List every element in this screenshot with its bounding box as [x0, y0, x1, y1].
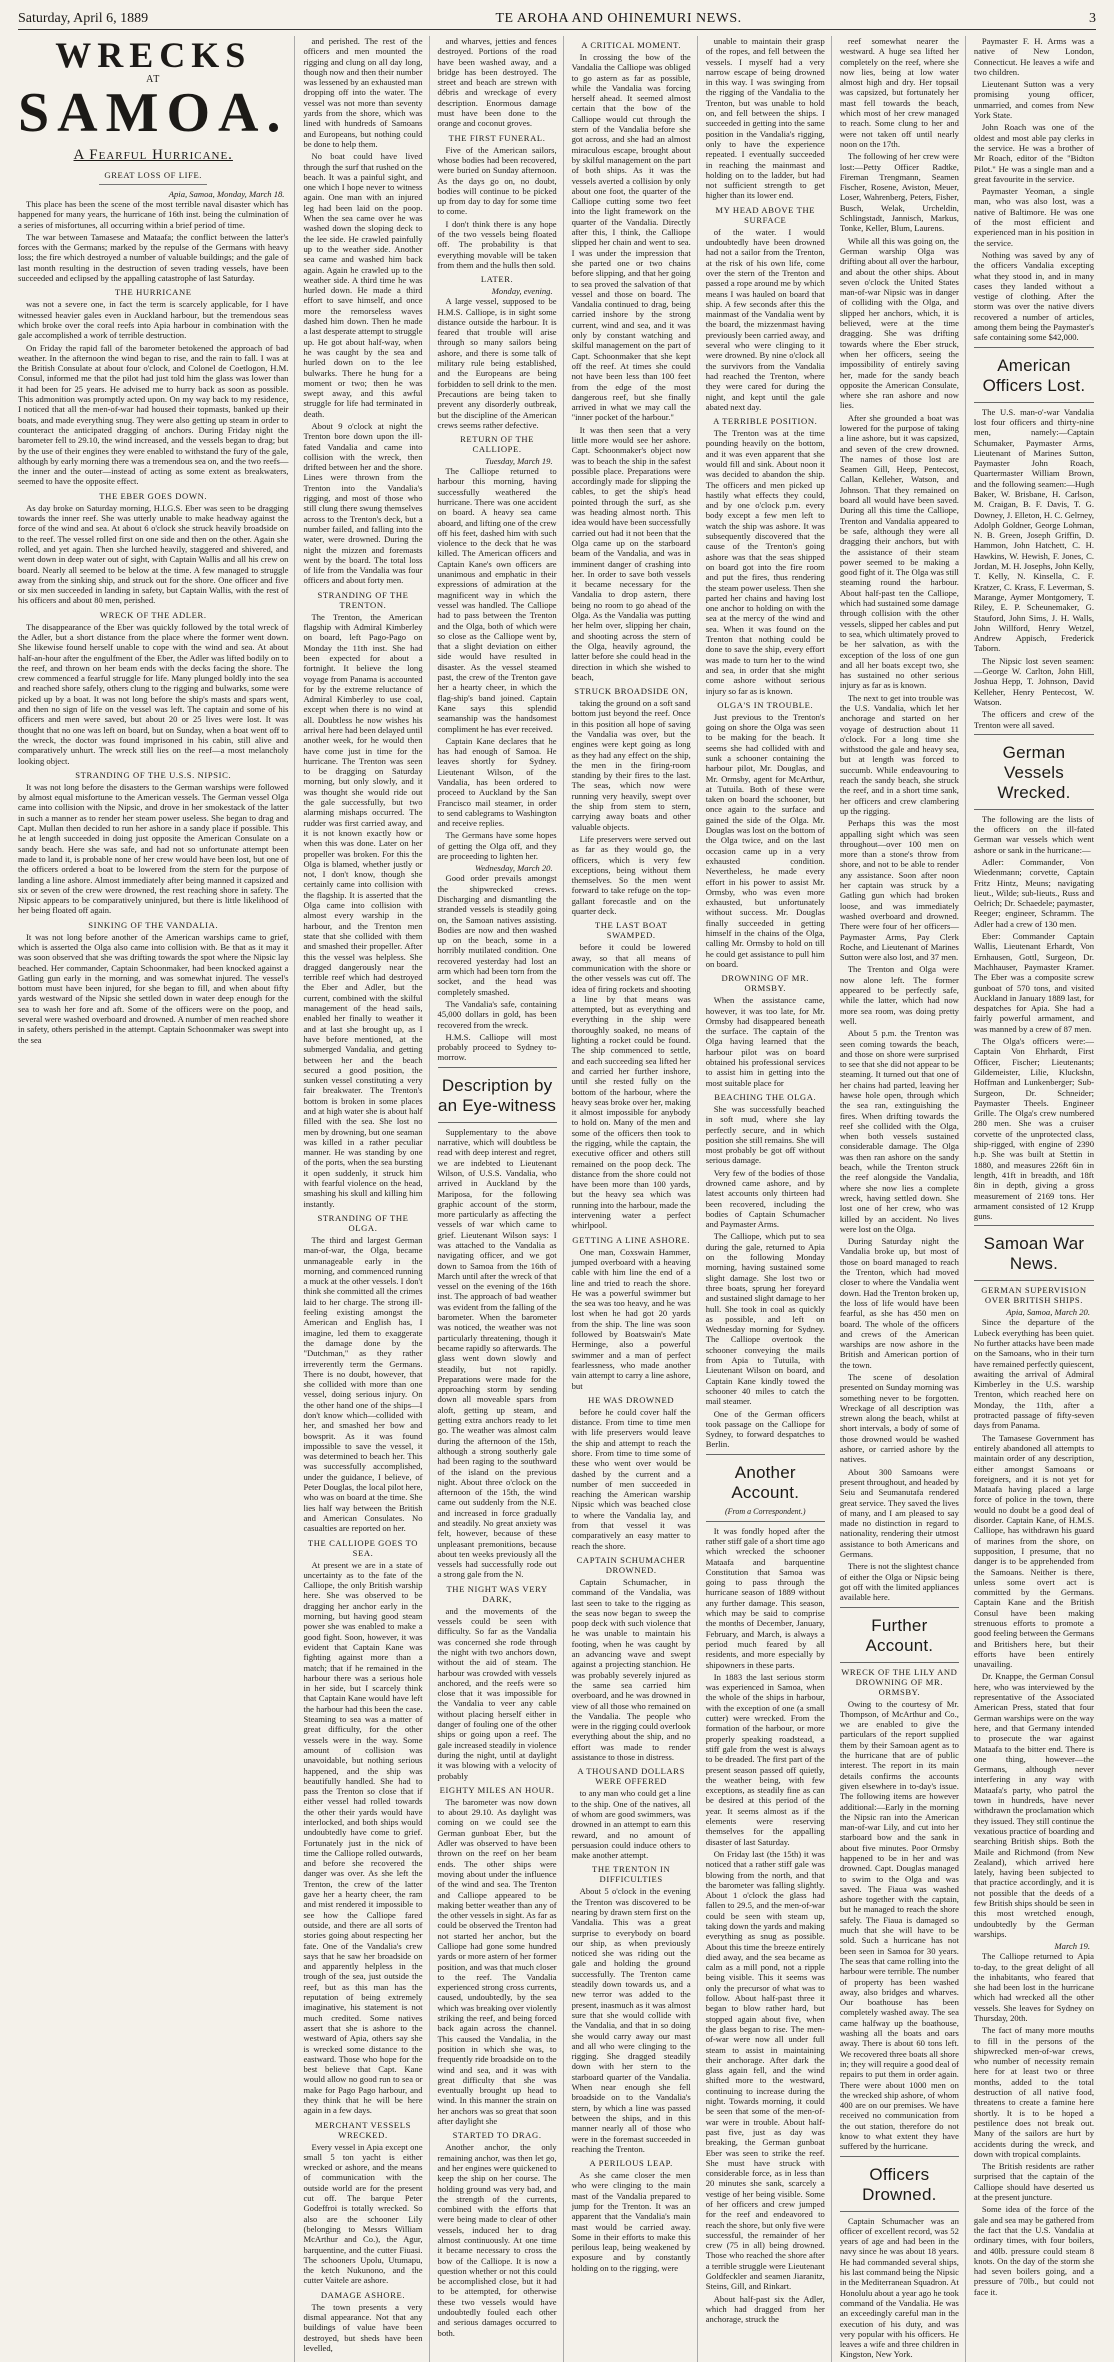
- paragraph: It was fondly hoped after the rather stiff gale of a short time ago which wrecked the schooner Mataafa and barquentine Constitution that Samoa was going to pass through the hurricane season of 1889 without any further damage. This season, which may be said to comprise the months of December, January, February, and March, is always a period much feared by all residents, and more especially by shipowners in these parts.: [705, 1525, 825, 1670]
- paragraph: Paymaster F. H. Arms was a native of New London, Connecticut. He leaves a wife and two children.: [973, 36, 1094, 77]
- paragraph: The Germans have some hopes of getting the Olga off, and they are proceeding to lighten her.: [437, 830, 557, 862]
- paragraph: On Friday the rapid fall of the barometer betokened the approach of bad weather. In the afternoon the wind began to rise, and the rain to fall. I was at the British Consulate at about four o'clock, and Colonel de Coetlogon, H.M. Consul, informed me that the pilot had just told him the glass was lower than it had been for 25 years. He advised me to hurry back as soon as possible. This admonition was promptly acted upon. On my way back to my residence, I noticed that all the men-of-war had housed their topmasts, banked up their boats, and made everything snug. They were also getting up steam in order to counteract the anticipated dragging of anchors. During Friday night the barometer fell to 29.10, the wind increased, and the vessels began to drag; but by the use of their engines they were enabled to withstand the fury of the gale, although by early morning there was a tremendous sea on, and the two reefs—the inner and the outer—instead of acting as some extent as breakwaters, seemed to have the opposite effect.: [18, 342, 289, 487]
- paragraph: About 300 Samoans were present throughout, and headed by Seiu and Seumanutafa rendered great service. They saved the lives of many, and I am pleased to say made no distinction in regard to nationality, rendering their utmost assistance to both Americans and Germans.: [839, 1466, 959, 1560]
- section-heading: DAMAGE ASHORE.: [320, 2289, 406, 2300]
- headline-subtitle: A Fearful Hurricane.: [73, 147, 233, 163]
- column-6: [840, 36, 966, 2362]
- paragraph: The Trenton and Olga were now alone left. The former appeared to be perfectly safe, while the latter, which had now more sea room, was doing pretty well.: [839, 964, 959, 1026]
- paragraph: Paymaster Yeoman, a single man, who was also lost, was a native of Baltimore. He was one of the most efficient and experienced man in his position in the service.: [973, 186, 1094, 248]
- paragraph: It was not long before another of the American warships came to grief, which is asserted the Olga also came into collision with. Be that as it may it was soon observed that she was drifting towards the spot where the Nipsic lay beached. Her commander, Captain Schoonmaker, had been knocked against a Gatling gun early in the morning, and was somewhat injured. The vessel's bottom must have been injured, for she began to fill, and when about fifty yards westward of the Nipsic she settled down in water deep enough for the sea to wash her fore and aft. Some of the officers were on the poop, and several were washed overboard and drowned. A number of men reached shore in safety, others perished in the attempt. Captain Schoonmaker was swept into the sea: [18, 931, 289, 1045]
- headline-wrecks: WRECKS: [55, 35, 252, 75]
- paragraph: John Roach was one of the oldest and most able pay clerks in the service. He was a brother of Mr Roach, editor of the "Bidton Pilot." He was a single man and a great favourite in the service.: [973, 122, 1094, 184]
- dateline: Apia, Samoa, March 20.: [1006, 1307, 1090, 1318]
- paragraph: Captain Schumacher, in command of the Vandalia, was last seen to take to the rigging as the seas now began to sweep the poop deck with such violence that he was unable to maintain his footing, when he was caught by an advancing wave and swept against a projecting stanchion. He was probably severely injured as the same sea carried him overboard, and he was drowned in view of all those who remained on the Vandalia. The people who were in the rigging could overlook everything about the ship, and no effort was made to render assistance to those in distress.: [571, 1576, 691, 1763]
- paragraph: Just previous to the Trenton's going on shore the Olga was seen to be making for the beach. It seems she had collided with and sunk a schooner containing the harbour pilot, Mr. Douglas, and Mr. Ormsby, agent for McArthur, at Tutuila. Both of these were taken on board the schooner, but once again to the surface and gained the side of the Olga. Mr. Douglas was lost on the bottom of the Olga twice, and on the last occasion came up in a very exhausted condition. Nevertheless, he made every effort in his power to assist Mr. Ormsby, who was even more exhausted, but unfortunately without success. Mr. Douglas finally succeeded in getting himself in the chains of the Olga, calling Mr. Ormsby to hold on till he could get assistance to pull him on board.: [705, 711, 825, 969]
- paragraph: She was successfully beached in soft mud, where she lay perfectly secure, and in which position she still remains. She will most probably be got off without serious damage.: [705, 1103, 825, 1166]
- headline-at: AT: [146, 74, 161, 85]
- paragraph: before it could be lowered away, so that all means of communication with the shore or the other vessels was cut off. The idea of firing rockets and shooting a line by that means was attempted, but as everything and everything in the ship were thoroughly soaked, no means of lighting a rocket could be found. The ship commenced to settle, and each succeeding sea lifted her and carried her further inshore, until she rested fully on the bottom of the harbour, where the heavy seas broke over her, making it almost impossible for anybody to hold on. Many of the men and some of the officers then took to the rigging, while the captain, the executive officer and others still remained on the poop deck. The distance from the shore could not have been more than 100 yards, but the heavy sea which was running into the harbour, made the intervening water a perfect whirlpool.: [571, 942, 691, 1231]
- paragraph: About 5 o'clock in the evening the Trenton was discovered to be nearing by drawn stern first on the Vandalia. This was a great surprise to everybody on board our ship, as when previously noticed she was riding out the gale and holding the ground successfully. The Trenton came steadily down towards us, and a new terror was added to the present, inasmuch as it was almost sure that she would collide with the Vandalia, and that in so doing she would carry away our mast and all who were clinging to the rigging. She dragged steadily down with her stern to the starboard quarter of the Vandalia. When near enough she fell broadside on to the Vandalia's stern, by which a line was passed between the ships, and in this manner nearly all of those who were in the foremast succeeded in reaching the Trenton.: [571, 1886, 691, 2154]
- paragraph: Perhaps this was the most appalling sight which was seen throughout—over 100 men on more than a stone's throw from shore, and not to be able to render any assistance. Soon after noon her captain was struck by a Gatling gun which had broken loose, and was immediately washed overboard and drowned. There were four of her officers—Paymaster Arms, Pay Clerk Roche, and Lieutenant of Marines Sutton were also lost, and 37 men.: [839, 818, 959, 963]
- paragraph: About 9 o'clock at night the Trenton bore down upon the ill-fated Vandalia and came into collision with the wreck, then drifted between her and the shore. Lines were thrown from the Trenton into the Vandalia's rigging, and most of those who still clung there swung themselves across to the Trenton's deck, but a number failed, and falling into the water, were drowned. During the night the mizzen and foremasts went by the board. The total loss of life from the Vandalia was four officers and about forty men.: [303, 420, 423, 586]
- paragraph: Captain Schumacher was an officer of excellent record, was 52 years of age and had been in the navy since he was about 18 years. He had commanded several ships, his last command being the Nipsic in the Mediterranean Squadron. At Honolulu about a year ago he took command of the Vandalia. He was an exceedingly careful man in the execution of his duty, and was very popular with his officers. He leaves a wife and three children in Kingston, New York.: [839, 2215, 959, 2360]
- paragraph: of the water. I would undoubtedly have been drowned had not a sailor from the Trenton, at the risk of his own life, come over the stern of the Trenton and passed a rope around me by which means I was hauled on board that ship. A few seconds after this the mainmast of the Vandalia went by the board, the mizzenmast having previously been carried away, and several who were clinging to it were drowned. By nine o'clock all the survivors from the Vandalia had reached the Trenton, where they were cared for during the night, and kept until the gale abated next day.: [705, 226, 825, 412]
- section-heading: THE LAST BOAT SWAMPED.: [594, 920, 668, 941]
- paragraph: About half-past six the Adler, which had dragged from her anchorage, struck the: [705, 2293, 825, 2325]
- section-heading: SINKING OF THE VANDALIA.: [88, 919, 219, 930]
- paragraph: One of the German officers took passage on the Calliope for Sydney, to forward despatches to Berlin.: [705, 1408, 825, 1450]
- section-heading-large: Further Account.: [865, 1615, 934, 1655]
- paragraph: The Trenton, the American flagship with Admiral Kimberley on board, left Pago-Pago on Monday the 11th inst. She had been expected for about a fortnight. It believe the long voyage from Panama is accounted for by the extreme reluctance of Admiral Kimberley to use coal, except when there is no wind at all. Doubtless he now wishes his arrival here had been delayed until another week, for he would then have come just in time for the hurricane. The Trenton was seen to be dragging on Saturday morning, but only slowly, and it was thought she would ride out the gale successfully, but two alarming mishaps occurred. The rudder was first carried away, and it is not known exactly how or when this was done. Later on her propeller was broken. For this the Olga is blamed, whether justly or not, I don't know, though she certainly came into collision with the flagship. It is asserted that the Olga came into collision with almost every warship in the harbour, and the Trenton men state that she collided with them and smashed their propeller. After this the vessel was helpless. She dragged dangerously near the terrible reef which had destroyed the Eber and Adler, but the current, combined with the skilful management of the head sails, enabled her finally to weather it and at last she brought up, as I have before mentioned, at the submerged Vandalia, and getting between her and the beach secured a good position, the sunken vessel constituting a very fair breakwater. The Trenton's bottom is broken in some places and at high water she is about half filled with the sea. She lost no men by drowning, but one seaman was killed in a rather peculiar manner. He was standing by one of the ports, when the sea bursting it open suddenly, it struck him with fearful violence on the head, smashing his skull and killing him instantly.: [303, 611, 423, 1209]
- paragraph: The next to get into trouble was the U.S. Vandalia, which let her anchorage and started on her voyage of destruction about 11 o'clock. For a long time she withstood the gale and heavy sea, but at length was forced to succumb. While endeavouring to reach the sandy beach, she struck the reef, and in a short time sank, her officers and crew clambering up the rigging.: [839, 692, 959, 816]
- paragraph: and the movements of the vessels could be seen with difficulty. So far as the Vandalia was concerned she rode through the night with two anchors down, without the aid of steam. The harbour was crowded with vessels anchored, and the reefs were so close that it was impossible for the Vandalia to veer any cable without placing herself either in danger of fouling one of the other ships or going upon a reef. The gale increased steadily in violence during the night, until at daylight it was blowing with a velocity of probably: [437, 1605, 557, 1781]
- paragraph: The Calliope, which put to sea during the gale, returned to Apia on the following Monday morning, having sustained some slight damage. She lost two or three boats, sprung her foreyard and sustained slight damage to her hull. She took in coal as quickly as possible, and left on Wednesday morning for Sydney. The Calliope overtook the schooner conveying the mails from Apia to Tutuila, with Lieutenant Wilson on board, and Captain Kane kindly towed the schooner 40 miles to catch the mail steamer.: [705, 1231, 825, 1407]
- section-heading: WRECK OF THE LILY AND DROWNING OF MR. ORMSBY.: [841, 1666, 958, 1697]
- paragraph: Captain Kane declares that he has had enough of Samoa. He leaves shortly for Sydney. Lieutenant Wilson, of the Vandalia, has been ordered to proceed to Auckland by the San Francisco mail steamer, in order to send cablegrams to Washington and receive replies.: [437, 735, 557, 829]
- section-heading: THE HURRICANE: [114, 287, 192, 298]
- newspaper-columns: [18, 35, 1100, 2360]
- paragraph: Owing to the courtesy of Mr. Thompson, of McArthur and Co., we are enabled to give the particulars of the report supplied them by their Samoan agent as to the hurricane that are of public interest. The report in its main details confirms the accounts given elsewhere in to-day's issue. The following items are however additional:—Early in the morning the Nipsic ran into the American man-of-war Lily, and cut into her starboard bow and the sank in about five minutes. Poor Ormsby happened to be in her and was drowned. Capt. Douglas managed to swim to the Olga and was saved. The Fiaua was washed ashore together with the captain, but he managed to reach the shore safely. The Fiaua is damaged so much that she will have to be sold. Such a hurricane has not been seen in Samoa for 30 years. The seas that came rolling into the harbour were terrible. The number of property has been washed away, also bridges and wharves. Our boathouse has been completely washed away. The sea came halfway up the boathouse, washing all the boats and oars away. There is about 60 tons left. We recovered three boats all shore in; they will require a good deal of repairs to put them in order again. There were about 1000 men on the wrecked ship ashore, of whom 400 are on our premises. We have received no communication from the out station, therefore do not know to what extent they have suffered by the hurricane.: [839, 1698, 959, 2152]
- section-heading: MERCHANT VESSELS WRECKED.: [315, 2119, 411, 2140]
- section-heading: THE CALLIOPE GOES TO SEA.: [307, 1537, 419, 1558]
- paragraph: was not a severe one, in fact the term is scarcely applicable, for I have witnessed heavier gales even in Auckland harbour, but the tremendous seas which broke over the coral reefs into Apia harbour in combination with the gale accomplished a work of terrible destruction.: [18, 299, 289, 341]
- section-heading: STRANDING OF THE OLGA.: [317, 1212, 409, 1233]
- heading-banner: [974, 734, 1094, 810]
- section-heading: HE WAS DROWNED: [588, 1394, 675, 1405]
- headline-loss: GREAT LOSS OF LIFE.: [104, 170, 203, 180]
- paragraph: The third and largest German man-of-war, the Olga, became unmanageable early in the morning, and commenced running a muck at the other vessels. I don't think she committed all the crimes laid to her charge. The strong ill-feeling existing amongst the American and English has, I imagine, led them to exaggerate the damage done by the "Dutchman," as they rather irreverently term the Germans. There is no doubt, however, that she collided with more than one vessel, doing serious injury. On the other hand one of the ships—I don't know which—collided with her, and smashed her bow and bowsprit. As it was found impossible to save the vessel, it was determined to beach her. This was successfully accomplished, under the guidance, I believe, of Peter Douglas, the local pilot here, who was on board at the time. She lies half way between the British and American Consulates. No casualties are reported on her.: [303, 1234, 423, 1534]
- section-heading-large: German Vessels Wrecked.: [997, 742, 1071, 802]
- section-heading: CAPTAIN SCHUMACHER DROWNED.: [576, 1554, 686, 1575]
- section-heading: STRUCK BROADSIDE ON,: [574, 686, 689, 697]
- paragraph: Very few of the bodies of those drowned came ashore, and by latest accounts only thirteen had been recovered, including the bodies of Captain Schumacher and Paymaster Arms.: [705, 1167, 825, 1230]
- paragraph: The following are the lists of the officers on the ill-fated German war vessels which went ashore or sank in the hurricane:—: [973, 813, 1094, 855]
- paragraph: The town presents a very dismal appearance. Not that any buildings of value have been destroyed, but sheds have been levelled,: [303, 2301, 423, 2353]
- paragraph: In 1883 the last serious storm was experienced in Samoa, when the whole of the ships in harbour, with the exception of one (a small cutter) were wrecked. From the formation of the harbour, or more properly speaking roadstead, a stiff gale from the west is always to be dreaded. The first part of the present season passed off quietly, the weather being, with few exceptions, as steadily fine as can be desired at this period of the year. It seems almost as if the elements were reserving themselves for the appalling disaster of last Saturday.: [705, 1671, 825, 1847]
- paragraph: to any man who could get a line to the ship. One of the natives, all of whom are good swimmers, was drowned in an attempt to earn this reward, and no amount of persuasion could induce others to make another attempt.: [571, 1788, 691, 1861]
- section-heading: A PERILOUS LEAP.: [589, 2158, 673, 2169]
- paragraph: Life preservers were served out as far as they would go, the officers, which is very few exceptions, being without them themselves. So the men went forward to take refuge on the top-gallant forecastle and on the quarter deck.: [571, 833, 691, 917]
- paragraph: Good order prevails amongst the shipwrecked crews. Discharging and dismantling the stranded vessels is steadily going on, the Samoan natives assisting. Bodies are now and then washed up on the beach, some in a horribly mutilated condition. One recovered yesterday had lost an arm which had been torn from the socket, and the head was completely smashed.: [437, 873, 557, 997]
- paragraph: The Calliope returned to harbour this morning, having successfully weathered the hurricane. There was one accident on board. A heavy sea came aboard, and lifting one of the crew off his feet, dashed him with such violence to the deck that he was killed. The American officers and Captain Kane's own officers are unanimous and emphatic in their expressions of admiration at the magnificent way in which the vessel was handled. The Calliope had to pass between the Trenton and the Olga, both of which were so close as the Calliope went by, that a slight deviation on either side would have resulted in disaster. As the vessel steamed past, the crew of the Trenton gave her a hearty cheer, in which the flag-ship's band joined. Captain Kane says this splendid seamanship was the handsomest compliment he has ever received.: [437, 466, 557, 734]
- paragraph: and perished. The rest of the officers and men mounted the rigging and clung on all day long, though now and then their number was lessened by an exhausted man dropping off into the water. The vessel was not more than seventy yards from the shore, which was lined with hundreds of Samoans and Europeans, but nothing could be done to help them.: [303, 36, 423, 149]
- paragraph: The war between Tamasese and Mataafa; the conflict between the latter's forces with the Germans; marked by the repulse of the Germans with heavy loss; the fire which destroyed a number of valuable buildings; and the gale of last month resulting in the destruction of seven trading vessels, have been succeeded and eclipsed by the appalling catastrophe of last Saturday.: [18, 231, 289, 284]
- section-heading: WRECK OF THE ADLER.: [99, 609, 207, 620]
- column-2: [303, 36, 429, 2362]
- section-heading: LATER.: [480, 274, 514, 285]
- section-heading: STARTED TO DRAG.: [452, 2130, 542, 2141]
- heading-banner: [974, 347, 1094, 403]
- paragraph: Since the departure of the Lubeck everything has been quiet. No further attacks have been made on the Samoans, who in their turn have remained perfectly quiescent, awaiting the arrival of Admiral Kimberley in the U.S. warship Trenton, which reached here on Monday, the 11th, after a protracted passage of fifty-seven days from Panama.: [973, 1317, 1094, 1431]
- paragraph: During Saturday night the Vandalia broke up, but most of those on board managed to reach the Trenton, which had moved closer to where the Vandalia went down. Had the Trenton broken up, the loss of life would have been fearful, as she has 450 men on board. The whole of the officers and crews of the American warships are now ashore in the British and American portion of the town.: [839, 1236, 959, 1370]
- paragraph: It was not long before the disasters to the German warships were followed by almost equal misfortune to the American vessels. The German vessel Olga came into collision with the Nipsic, and drove in her smokestack of the latter in such a manner as to render her steam power useless. She began to drag and Capt. Mullan then decided to run her ashore in a sandy place if possible. This he at length succeeded in doing just opposite the American Consulate on a sandy beach. Here she was safe, and had not so unfortunate attempt been made to land it, is probable none of her crew would have been lost, but one of the officers ordered a boat to be lowered from the stern for the purpose of landing a line ashore. Almost immediately after being manned it capsized and six or seven of the crew were drowned, the rest reaching shore in safety. The Nipsic appears to be comparatively uninjured, but there is little likelihood of her being floated off again.: [18, 781, 289, 916]
- paragraph: taking the ground on a soft sand bottom just beyond the reef. Once in this position all hope of saving the Vandalia was over, but the engines were kept going as long as they had any effect on the ship, the men in the firing-room standing by their fires to the last. The seas, which now were running very heavily, swept over the ship from stem to stern, carrying away boats and other valuable objects.: [571, 698, 691, 832]
- section-heading: OLGA'S IN TROUBLE.: [717, 699, 814, 710]
- paragraph: On Friday last (the 15th) it was noticed that a rather stiff gale was blowing from the north, and that the barometer was falling slightly. About 1 o'clock the glass had fallen to 29.5, and the men-of-war could be seen with steam up, taking down the yards and making everything as snug as possible. About this time the breeze entirely died away, and the sea became as calm as a mill pond, not a ripple being visible. This it seems was only the precursor of what was to follow. About half-past three it began to blow rather hard, but stopped again about five, when the glass began to rise. The men-of-war were now all under full steam to assist in maintaining their anchorage. After dark the glass again fell, and the wind shifted more to the westward, continuing to increase during the night. Towards morning, it could be seen that some of the men-of-war were in trouble. About half-past five, just as day was breaking, the German gunboat Eber was seen to strike the reef. She must have struck with considerable force, as in less than 20 minutes she sank, scarcely a vestige of her being visible. Some of her officers and crew jumped for the reef and endeavored to reach the shore, but only five were successful, the remainder of her crew (75 in all) being drowned. Those who reached the shore after a terrible struggle were Lieutenant Goldfeckler and seamen Jiaranitz, Steins, Gill, and Rinkart.: [705, 1848, 825, 2292]
- section-heading: GETTING A LINE ASHORE.: [572, 1234, 691, 1245]
- paragraph: Supplementary to the above narrative, which will doubtless be read with deep interest and regret, we are indebted to Lieutenant Wilson, of U.S.S. Vandalia, who arrived in Auckland by the Mariposa, for the following graphic account of the storm, more particularly as affecting the vessels of war which came to grief. Lieutenant Wilson says: I was attached to the Vandalia as navigating officer, and we got down to Samoa from the 16th of March until after the wreck of that vessel on the evening of the 16th inst. The approach of bad weather was evident from the falling of the barometer. When the barometer was noticed, the weather was not particularly threatening, though it became rapidly so afterwards. The glass went down slowly and steadily, but not rapidly. Preparations were made for the approaching storm by sending down all moveable spars from aloft, getting up steam, and getting extra anchors ready to let go. The weather was almost calm during the afternoon of the 15th, although a strong southerly gale had been raging to the southward of the island on the previous night. About three o'clock on the afternoon of the 15th, the wind came out suddenly from the N.E. and increased in force gradually and steadily. No great anxiety was felt, however, because of these unpleasant premonitions, because about ten weeks previously all the vessels had successfully rode out a strong gale from the N.: [437, 1126, 557, 1580]
- paragraph: The Nipsic lost seven seamen:—George W. Carlton, John Hill, Joshua Hepp, T. Johnson, David Kelleher, Henry Pentecost, W. Watson.: [973, 655, 1094, 707]
- paragraph: It was then seen that a very little more would see her ashore. Capt. Schoonmaker's object now was to beach the ship in the safest possible place. Preparations were accordingly made for slipping the cables, to get the ship's head pointed through the surf, as she was heading almost north. This idea would have been successfully carried out had it not been that the Olga came up on the starboard beam of the Vandalia, and was in imminent danger of crashing into her. In order to save both vessels it became necessary for the Vandalia to drop astern, there being no room to go ahead of the Olga. As the Vandalia was putting her helm over, slipping her chain, and shooting across the stern of the Olga, heavily aground, the latter before she could head in the direction in which she wished to beach,: [571, 424, 691, 682]
- heading-banner: [974, 1225, 1094, 1281]
- paragraph: I don't think there is any hope of the two vessels being floated off. The probability is that everything movable will be taken from them and the hulls then sold.: [437, 218, 557, 270]
- paragraph: The barometer was now down to about 29.10. As daylight was coming on we could see the German gunboat Eber, but the Adler was observed to have been thrown on the reef on her beam ends. The other ships were moving about under the influence of the wind and sea. The Trenton and Calliope appeared to be making better weather than any of the other vessels in sight. As far as could be observed the Trenton had not started her anchor, but the Calliope had gone some hundred yards or more astern of her former position, and was that much closer to the reef. The Vandalia experienced strong cross currents, caused, undoubtedly, by the sea which was breaking over violently striking the reef, and being forced back again across the channel. This caused the Vandalia, in the position in which she was, to frequently ride broadside on to the wind and sea, and it was with great difficulty that she was eventually brought up head to wind. In this manner the strain on her anchors was so great that soon after daylight she: [437, 1796, 557, 2127]
- section-heading: BEACHING THE OLGA.: [714, 1091, 817, 1102]
- section-heading: EIGHTY MILES AN HOUR.: [439, 1784, 555, 1795]
- section-heading: THE EBER GOES DOWN.: [99, 490, 208, 501]
- paragraph: One man, Coxswain Hammer, jumped overboard with a heaving cable with him line the end of a line and tried to reach the shore. He was a powerful swimmer but the sea was too heavy, and he was lost when he had got 20 yards from the ship. The line was soon followed by Boatswain's Mate Herminge, also a powerful swimmer and a man of perfect fearlessness, who made another vain attempt to carry a line ashore, but: [571, 1246, 691, 1391]
- paragraph: In crossing the bow of the Vandalia the Calliope was obliged to go astern as far as possible, while the Vandalia was forcing herself ahead. It seemed almost certain that the bow of the Calliope would cut through the stern of the Vandalia before she got across, and she had an almost miraculous escape, brought about by skilful management on the part of both ships. As it was the vessels averted a collision by only about one foot, the quarter of the Calliope cutting some two feet into the light framework on the quarter of the Vandalia. Directly after this, I think, the Calliope slipped her chain and went to sea. I was under the impression that she parted one or two chains before slipping, and that her going to sea proved the salvation of that vessel and those on board. The Vandalia continued to drag, being carried inshore by the strong current, wind and sea, and it was only by constant watching and skilful management on the part of Capt. Schoonmaker that she kept off the reef. At times she could not have been less than 100 feet from the edge of the most dangerous reef, but she finally arrived in what we may call the "inner pocket of the harbour.": [571, 52, 691, 423]
- paragraph: After she grounded a boat was lowered for the purpose of taking a line ashore, but it was capsized, and seven of the crew drowned. The names of those lost are Seamen Gill, Heep, Pentecost, Callan, Kelleher, Watson, and Johnson. That they remained on board all would have been saved. During all this time the Calliope, Trenton and Vandalia appeared to be safe, although they were all dragging their anchors, but with the assistance of their steam power seemed to be making a good fight of it. The Olga was still steaming round the harbour. About half-past ten the Calliope, which had sustained some damage through collision with the other vessels, slipped her cables and put to sea, which ultimately proved to be her salvation, as with the exception of the loss of one gun and all her boats except two, she has sustained no other serious injury as far as is known.: [839, 412, 959, 691]
- dateline: Tuesday, March 19.: [485, 456, 553, 467]
- paragraph: When the assistance came, however, it was too late, for Mr. Ormsby had disappeared beneath the surface. The captain of the Olga having learned that the harbour pilot was on board obtained his professional services to assist him in getting into the most suitable place for: [705, 995, 825, 1088]
- section-heading-large: Description by an Eye-witness: [438, 1075, 557, 1115]
- section-heading: DROWNING OF MR. ORMSBY.: [721, 973, 810, 994]
- section-heading: STRANDING OF THE TRENTON.: [317, 589, 409, 610]
- paragraph: before he could cover half the distance. From time to time men with life preservers would leave the ship and attempt to reach the shore. From time to time some of these who went over would be dashed by the current and a number of men succeeded in reaching the American warship Nipsic which was beached close to where the Vandalia lay, and from that vessel it was comparatively an easy matter to reach the shore.: [571, 1406, 691, 1551]
- eyewitness-banner: [438, 1067, 557, 1123]
- headline-samoa: SAMOA.: [18, 82, 289, 144]
- page-number: 3: [1089, 10, 1096, 26]
- paragraph: The scene of desolation presented on Sunday morning was something never to be forgotten. Wreckage of all description was strewn along the beach, whilst at short intervals, a body of some of those drowned would be washed ashore, or carried ashore by the natives.: [839, 1372, 959, 1465]
- paragraph: The Vandalia's safe, containing 45,000 dollars in gold, has been recovered from the wreck.: [437, 998, 557, 1030]
- section-heading: GERMAN SUPERVISION OVER BRITISH SHIPS.: [981, 1285, 1087, 1306]
- section-heading: STRANDING OF THE U.S.S. NIPSIC.: [75, 769, 232, 780]
- column-5: [706, 36, 832, 2362]
- paragraph: At present we are in a state of uncertainty as to the fate of the Calliope, the only British warship here. She was observed to be dragging her anchor early in the morning, but having good steam power she was enabled to make a good fight. Soon, however, it was evident that Captain Kane was fighting against more than a match; that if he remained in the harbour there was a serious hole in her side, but I scarcely think that Captain Kane would have left the harbour had this been the case. Steaming to sea was a matter of great difficulty, for the other vessels were in the way. Some amount of collision was unavoidable, but nothing serious happened, and the ship was beautifully handled. She had to pass the Trenton so close that if either vessel had rolled towards the other their yards would have interlocked, and both ships would undoubtedly have come to grief. Fortunately just in the nick of time the Calliope rolled outwards, and before she recovered the danger was over. As she left the Trenton, the crew of the latter gave her a hearty cheer, the ram and mist rendered it impossible to see how the Calliope fared outside, and there are all sorts of stories going about respecting her fate. One of the Vandalia's crew says that he saw her broadside on and apparently helpless in the trough of the sea, just outside the reef, but as this man has the reputation of being extremely imaginative, his statement is not much credited. Some natives assert that she is ashore to the westward of Apia, others say she is wrecked some distance to the eastward. Those who hope for the best believe that Capt. Kane would allow no good run to sea or make for Pago Pago harbour, and they think that he will be here again in a few days.: [303, 1559, 423, 2116]
- paragraph: The officers and crew of the Trenton were all saved.: [973, 709, 1094, 730]
- paragraph: Dr. Knappe, the German Consul here, who was interviewed by the representative of the Associated American Press, stated that four German warships were on the way here, and that Germany intended to prosecute the war against Mataafa to the bitter end. There is one thing, however—the Germans, although never interfering in any way with Mataafa's party, who patrol the town in hundreds, have never withdrawn the proclamation which they issued. They still continue the vexatious practice of boarding and searching British ships. Both the Maile and Richmond (from New Zealand), which arrived here lately, having been subjected to that practice accordingly, and it is not possible that the deeds of a few British ships should be seen in this most wretched enough, undoubtedly by the German warships.: [973, 1671, 1094, 1939]
- section-heading: RETURN OF THE CALLIOPE.: [460, 434, 535, 455]
- another-account-banner: [706, 1454, 825, 1522]
- paragraph: No boat could have lived through the surf that rushed on the beach. It was a painful sight, and one which I hope never to witness again. One man with an injured leg had been laid on the poop. When the sea came over he was washed down the sloping deck to the lee side. He crawled painfully up to the weather side. Another sea came and washed him back again. Again he crawled up to the weather side. A third time he was hurled down. He made a third effort to save himself, and once more the remorseless waves dashed him down. Then he made a last desperate attempt to struggle up. He got about half-way, when he was caught by the sea and hurled down on to the lee bulwarks. There he hung for a moment or two; then he was swept away, and this awful struggle for life had terminated in death.: [303, 151, 423, 419]
- section-heading-large: American Officers Lost.: [982, 355, 1086, 395]
- paragraph: While all this was going on, the German warship Olga was drifting about all over the harbour, and about the other ships. About seven o'clock the United States man-of-war Nipsic was in danger of colliding with the Olga, and slipped her anchors, which, it is believed, were at the time dragging. She was drifting towards where the Eber struck, when her officers, seeing the impossibility of entirely saving her, made for the sandy beach opposite the American Consulate, where she ran ashore and now lies.: [839, 235, 959, 411]
- paragraph: Eber: Commander Captain Wallis, Lieutenant Erhardt, Von Ernhausen, Gottl, Surgeon, Dr. Machhauser, Paymaster Kramer. The Eber was a composite screw gunboat of 570 tons, and visited Auckland in January 1889 last, for despatches for Apia. She had a fairly powerful armament, and was manned by a crew of 87 men.: [973, 931, 1094, 1034]
- section-heading: MY HEAD ABOVE THE SURFACE: [715, 204, 816, 225]
- dateline: March 19.: [1054, 1941, 1090, 1952]
- paragraph: The fact of many more mouths to fill in the persons of the shipwrecked men-of-war crews, who number of necessity remain here for at least two or three months, added to the total destruction of all native food, threatens to create a famine here shortly. It is to be hoped a pestilence does not break out. Many of the sailors are hurt by accidents during the wreck, and down with tropical complaints.: [973, 2025, 1094, 2159]
- paragraph: Another anchor, the only remaining anchor, was then let go, and her engines were quickened to keep the ship on her course. The holding ground was very bad, and the strength of the currents, combined with the efforts that were being made to clear of other vessels, induced her to drag almost continuously. At one time it became necessary to cross the bow of the Calliope. It is now a question whether or not this could be accomplished close, but it had to be attempted, for otherwise these two vessels would have undoubtedly fouled each other and serious damages occurred to both.: [437, 2142, 557, 2338]
- section-heading-large: Samoan War News.: [983, 1234, 1085, 1274]
- paragraph: The Trenton was at the time pounding heavily on the bottom, and it was even apparent that she would fill and sink. About noon it was decided to abandon the ship. The officers and men picked up hastily what effects they could, and by one o'clock p.m. every body except a few men left to watch the ship was ashore. It was subsequently discovered that the cause of the Trenton's going ashore was that the seas shipped on board got into the fire room and put the fires, thus rendering the steam power useless. Then she parted her chains and having lost one anchor to holding on with the sea at the mercy of the wind and sea. When it was found on the Trenton that nothing could be done to save the ship, every effort was made to turn her to the wind and sea, in order that she might come ashore without serious injury so far as is known.: [705, 428, 825, 696]
- column-3: [438, 36, 564, 2362]
- column-1: [18, 36, 295, 2362]
- paragraph: unable to maintain their grasp of the ropes, and fell between the vessels. I myself had a very narrow escape of being drowned in this way. I was swinging from the rigging of the Vandalia to the Trenton, but was unable to hold on, and fell between the ships. I succeeded in getting into the same position in the Vandalia's rigging, only to have the experience repeated. I eventually succeeded in reaching the mainmast and holding on to the ladder, but had not sufficient strength to get higher than its lower end.: [705, 36, 825, 201]
- paragraph: Lieutenant Sutton was a very promising young officer, unmarried, and comes from New York State.: [973, 79, 1094, 121]
- paragraph: The Olga's officers were:—Captain Von Ehrhardt, First Officer, Fischer; Lieutenants; Gildemeister, Lilie, Kluckshn, Hoffman and Lunkenberger; Sub-Surgeon, Dr. Schneider; Paymaster Theels. Engineer Grille. The Olga's crew numbered 280 men. She was a cruiser corvette of the unprotected class, ship-rigged, with engine of 2390 h.p. She was built at Stettin in 1880, and measures 226ft 6in in length, 41ft in breadth, and 18ft 8in in depth, giving a gross measurement of 2169 tons. Her armament consisted of 12 Krupp guns.: [973, 1036, 1094, 1222]
- dateline: Wednesday, March 20.: [474, 863, 553, 874]
- section-heading: A THOUSAND DOLLARS WERE OFFERED: [577, 1766, 685, 1787]
- section-heading-large: Officers Drowned.: [862, 2164, 937, 2204]
- paragraph: As she came closer the men who were clinging to the main mast of the Vandalia prepared to jump for the Trenton. It was an apparent that the Vandalia's main mast would be carried away. Some in their efforts to make this perilous leap, being weakened by exposure and by constantly holding on to the rigging, were: [571, 2170, 691, 2273]
- paragraph: As day broke on Saturday morning, H.I.G.S. Eber was seen to be dragging towards the inner reef. She was utterly unable to make headway against the force of the wind and sea. At about 6 o'clock she struck heavily broadside on to the reef. The vessel rolled first on one side and then on the other. Again she rolled, and yet again. Then she lurched heavily, staggered and shivered, and went down in deep water out of sight, with Captain Wallis and all his crew on board. Nearly all seemed to be below at the time. A few managed to struggle away from the sinking ship, and struck out for the shore. One officer and five or six men succeeded in landing in safety, but Captain Wallis, with the rest of his officers and about 80 men, perished.: [18, 502, 289, 606]
- paragraph: The following of her crew were lost:—Petty Officer Radtke, Fireman Trengmann, Seamen Fischer, Rosene, Aviston, Meuer, Loser, Wahrenberg, Peters, Fisher, Busch, Welak, Urcheldin, Schlingstadt, Jannisch, Markus, Tonke, Keller, Blum, Laurens.: [839, 151, 959, 234]
- paragraph: reef somewhat nearer the westward. A huge sea lifted her completely on the reef, where she now lies, being at low water almost high and dry. Her topsail was capsized, but fortunately her mast fell towards the beach, which most of her crew managed to reach. Some clung to her and were not taken off until nearly noon on the 17th.: [839, 36, 959, 149]
- paragraph: Adler: Commander, Von Wiedenmann; corvette, Captain Fritz Hintz, Meuns; navigating lieut., Wilde; sub-lieuts., Russ and Oelrich; Dr. Schaedele; paymaster, Reeger; engineer, Schramm. The Adler had a crew of 130 men.: [973, 857, 1094, 929]
- paragraph: The U.S. man-o'-war Vandalia lost four officers and thirty-nine men, namely:—Captain Schumaker, Paymaster Arms, Lieutenant of Marines Sutton, Paymaster John Roach, Quartermaster William Brown, and the following seamen:—Hugh Baker, W. Brisbane, H. Carlson, M. Craigan, B. F. Davis, T. G. Downey, J. Elleton, H. C. Gelrney, Adolph Goldner, George Lohman, N. B. Green, Joseph Griffin, D. Hammon, John Hatchett, C. H. Hawkins, W. Hewish, F. Jones, C. Jordan, M. H. Josephs, John Kelly, T. Kelly, N. Kinsella, C. F. Kratzer, C. Krass, F. Leverman, S. Marange, Aymer Montgomery, T. Riley, E. P. Scheunemaker, G. Stauford, John Sims, J. H. Walls, John Willford, Henry Wetzel, Andrew Appisch, Frederick Taborn.: [973, 406, 1094, 654]
- section-heading: A TERRIBLE POSITION.: [713, 416, 818, 427]
- dateline: Apia, Samoa, Monday, March 18.: [168, 189, 285, 199]
- paragraph: This place has been the scene of the most terrible naval disaster which has happened for many years, the hurricane of 16th inst. being the culmination of a series of misfortunes, all occurring within a brief period of time.: [18, 199, 289, 230]
- paragraph: Some idea of the force of the gale and sea may be gathered from the fact that the U.S. Vandalia at ordinary times, with four boilers, and 40lb. pressure could steam 8 knots. On the day of the storm she had seven boilers going, and a pressure of 70lb., but could not face it.: [973, 2204, 1094, 2297]
- paragraph: Five of the American sailors, whose bodies had been recovered, were buried on Sunday afternoon. As the days go on, no doubt, bodies will continue to be picked up from day to day for some time to come.: [437, 144, 557, 217]
- paragraph: Every vessel in Apia except one small 5 ton yacht is either wrecked or ashore, and the means of communication with the outside world are for the present cut off. The barque Peter Godeffroi is totally wrecked. So also are the schooner Lily (belonging to Messrs William McArthur and Co.), the Agur, barquentine, and the cutter Fiuasi. The schooners Upolu, Utumapu, the ketch Nukunono, and the cutter Vaitele are ashore.: [303, 2141, 423, 2286]
- further-account-banner: [840, 1607, 959, 1663]
- section-heading: A CRITICAL MOMENT.: [581, 40, 682, 50]
- masthead: [18, 8, 1096, 30]
- masthead-title: TE AROHA AND OHINEMURI NEWS.: [495, 10, 742, 26]
- paragraph: H.M.S. Calliope will most probably proceed to Sydney to-morrow.: [437, 1031, 557, 1063]
- dateline: Monday, evening.: [491, 286, 553, 297]
- paragraph: The Calliope returned to Apia to-day, to the great delight of all the inhabitants, who feared that she had been lost in the hurricane which had wrecked all the other vessels. She leaves for Sydney on Thursday, 20th.: [973, 1951, 1094, 2023]
- divider: [99, 184, 207, 185]
- paragraph: The disappearance of the Eber was quickly followed by the total wreck of the Adler, but a short distance from the place where the former went down. She likewise found herself unable to cope with the wind and sea. At about half-an-hour after the engulfment of the Eber, the Adler was lifted bodily on to the reef, and thrown on her beam ends with the decks facing the shore. The crew commenced a fearful struggle for life. Many plunged boldly into the sea and reached shore safely, others clung to the rigging and bulwarks, some were picked up by a boat. It was not long before the ship's masts and spars went, and then no sign of life on the vessel was left. The captain and some of his officers and men were saved, but about 20 or 25 lives were lost. It was thought that no one was left on board, but on Sunday, when a boat went off to the wreck, the doctor was found imprisoned in his cabin, still alive and comparatively unhurt. The wreck still lies on the reef—a most melancholy looking object.: [18, 621, 289, 766]
- section-heading: THE TRENTON IN DIFFICULTIES: [592, 1864, 671, 1885]
- paragraph: There is not the slightest chance of either the Olga or Nipsic being got off with the limited appliances available here.: [839, 1561, 959, 1603]
- section-heading: THE NIGHT WAS VERY DARK,: [446, 1583, 548, 1604]
- column-4: [572, 36, 698, 2362]
- section-heading-large: Another Account.: [731, 1462, 800, 1502]
- paragraph: The British residents are rather surprised that the captain of the Calliope should have deserted us at the present juncture.: [973, 2161, 1094, 2203]
- section-heading: THE FIRST FUNERAL.: [448, 132, 546, 143]
- masthead-date: Saturday, April 6, 1889: [18, 10, 149, 26]
- paragraph: A large vessel, supposed to be H.M.S. Calliope, is in sight some distance outside the harbour. It is feared that trouble will arise through so many sailors being ashore, and there is some talk of military rule being established, and the Europeans are being forbidden to sell drink to the men. Precautions are being taken to prevent any disorderly outbreak, but the discipline of the American crews seems rather defective.: [437, 296, 557, 430]
- byline: (From a Correspondent.): [725, 1506, 806, 1516]
- officers-drowned-banner: [840, 2156, 959, 2212]
- column-7: [974, 36, 1100, 2362]
- paragraph: About 5 p.m. the Trenton was seen coming towards the beach, and those on shore were surprised to see that she did not appear to be steaming. It turned out that one of her chains had parted, leaving her hawse hole open, through which the sea ran, extinguishing the fires. When drifting towards the reef she collided with the Olga, when both vessels sustained considerable damage. The Olga was then ran ashore on the sandy beach, while the Trenton struck the reef alongside the Vandalia, where she now lies a complete wreck, having settled down. She lost one of her crew, who was killed by an accident. No lives were lost on the Olga.: [839, 1028, 959, 1234]
- paragraph: The Tamasese Government has entirely abandoned all attempts to maintain order of any description, either amongst Samoans or foreigners, and it is not yet for Mataafa having placed a large force of police in the town, there would no doubt be a good deal of disorder. Captain Kane, of H.M.S. Calliope, has withdrawn his guard of marines from the shore, on supposition, I presume, that no danger is to be apprehended from the Samoans. Neither is there, unless some overt act is committed by the Germans. Captain Kane and the British Consul have been making strenuous efforts to promote a good feeling between the Germans and Britishers here, but their efforts have been entirely unavailing.: [973, 1432, 1094, 1670]
- paragraph: and wharves, jetties and fences destroyed. Portions of the road have been washed away, and a bridge has been destroyed. The street and beach are strewn with débris and wreckage of every description. Enormous damage must have been done to the orange and coconut groves.: [437, 36, 557, 129]
- paragraph: Nothing was saved by any of the officers Vandalia excepting what they stood in, and in many cases they landed without a vestige of clothing. After the storm was over the native divers recovered a number of articles, among them being the Paymaster's safe containing some $42,000.: [973, 249, 1094, 343]
